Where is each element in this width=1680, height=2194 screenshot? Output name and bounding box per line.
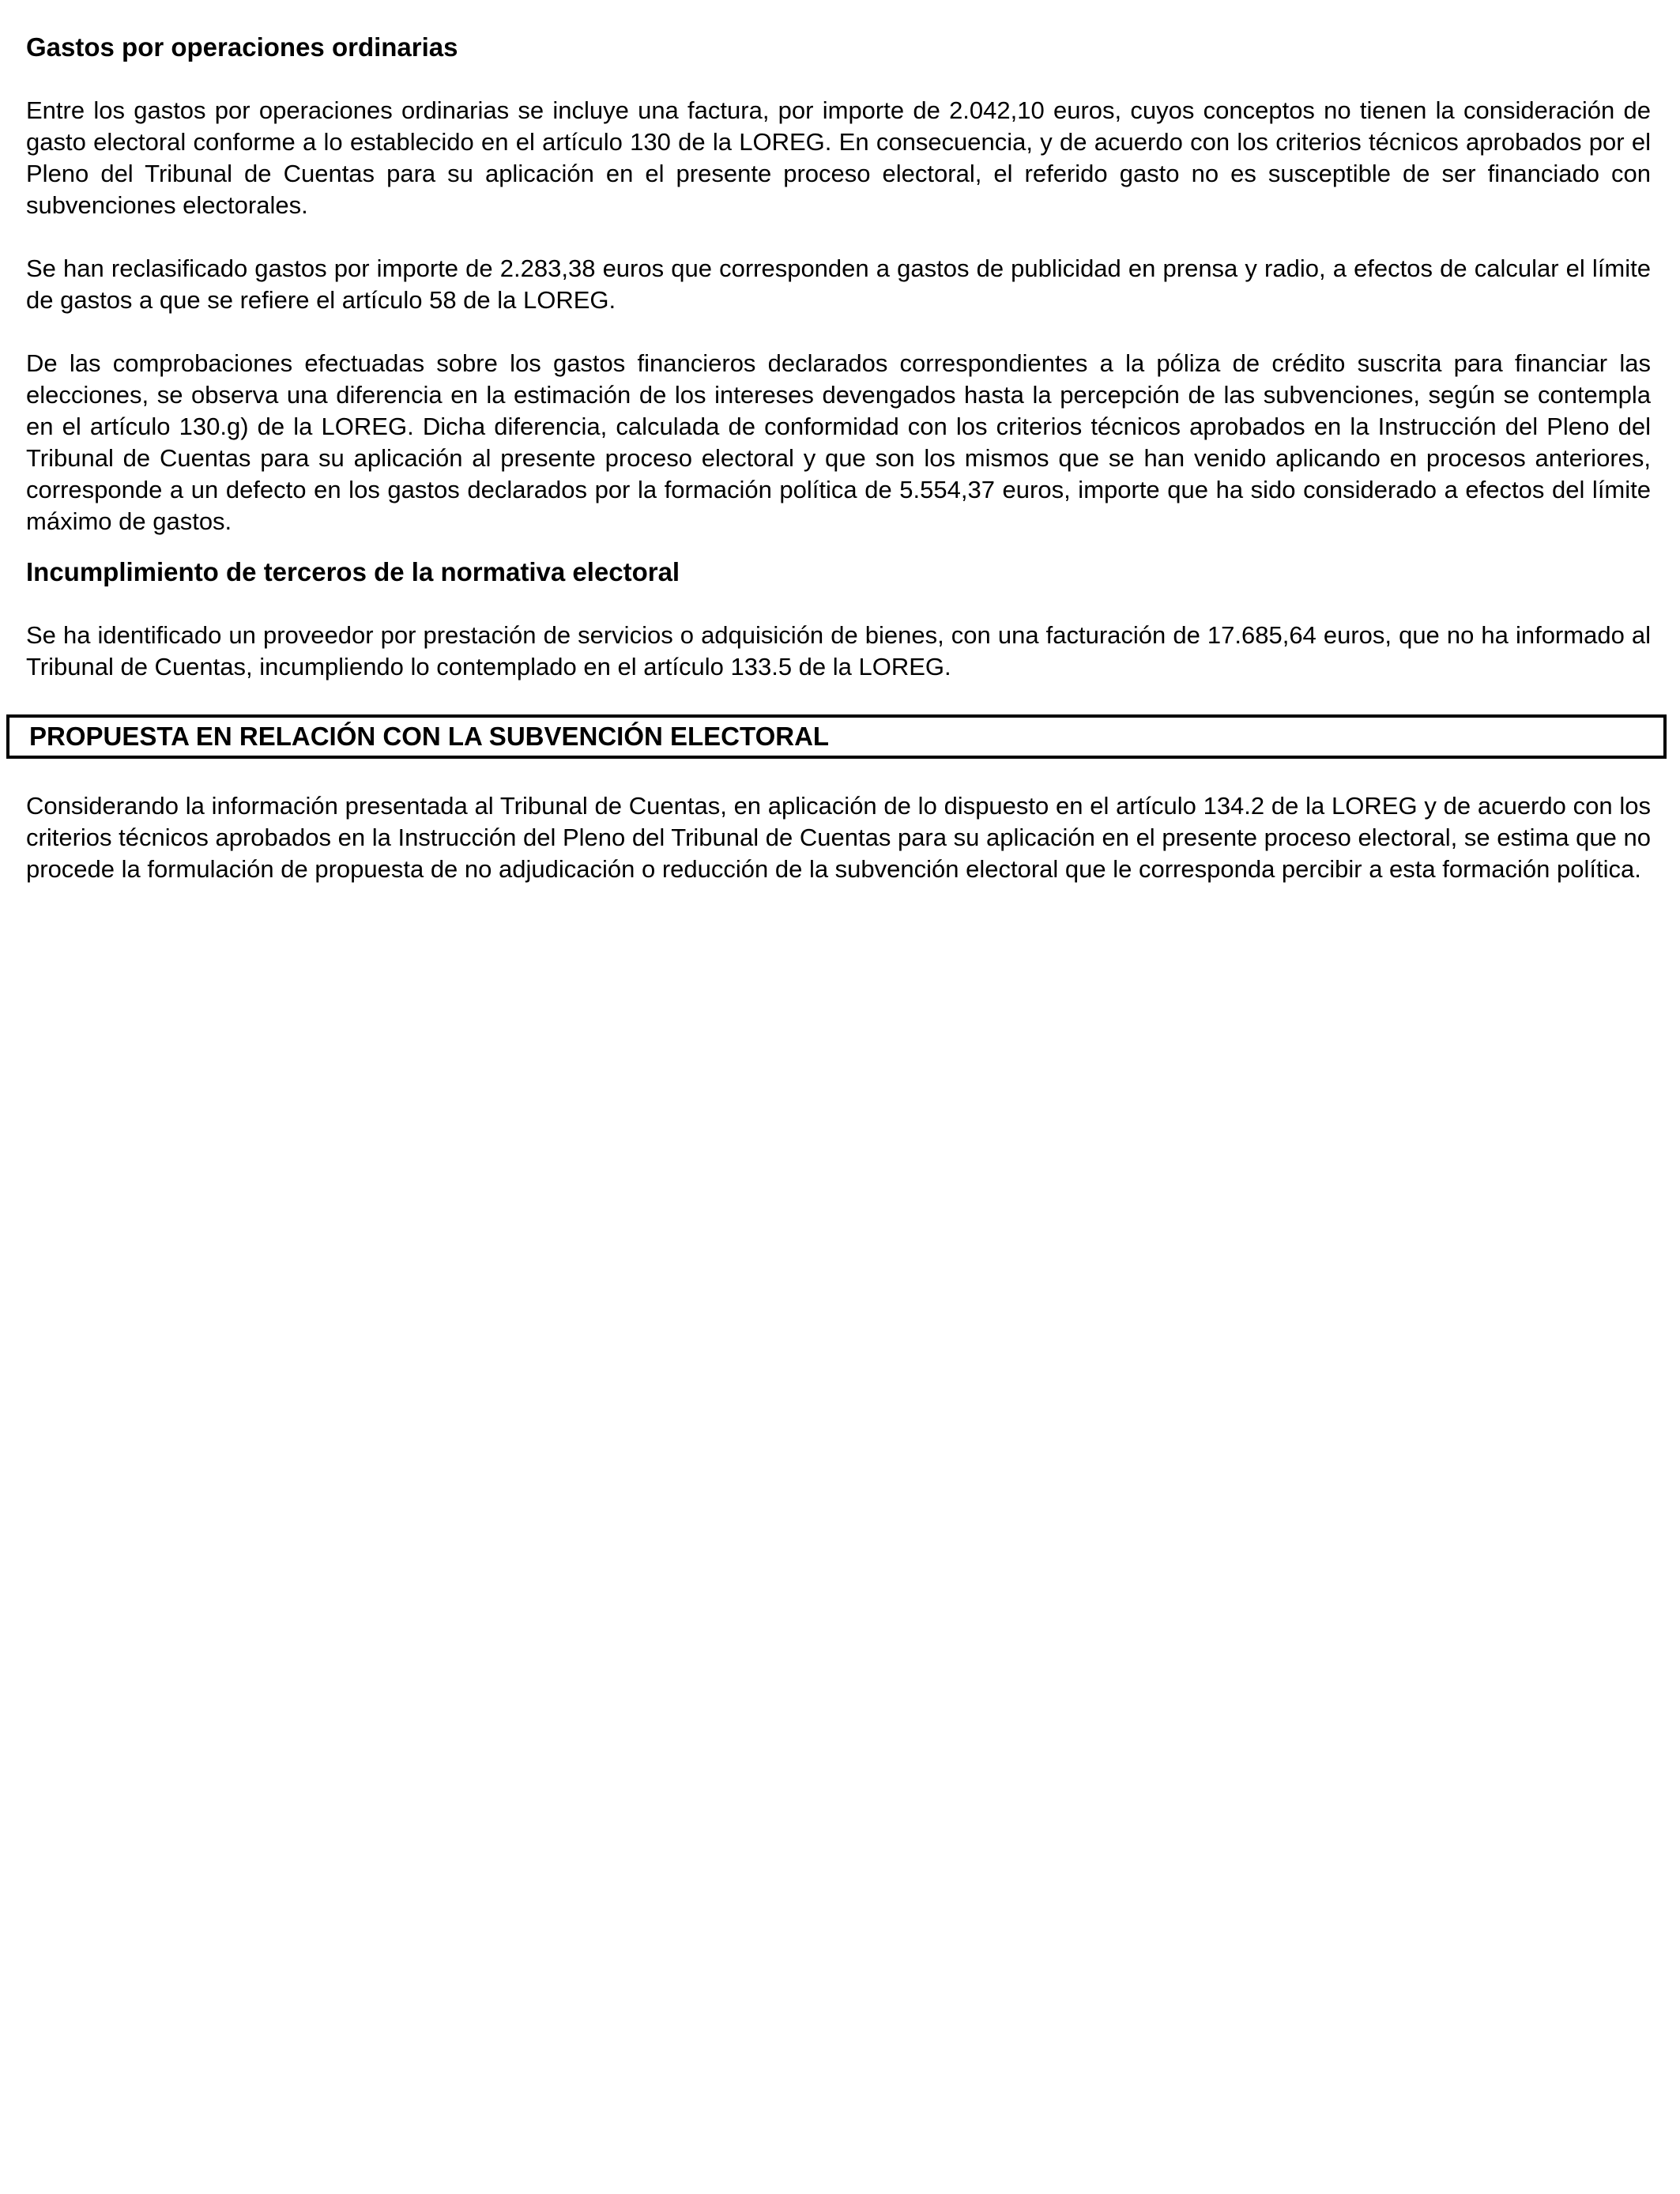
paragraph-gastos-financieros: De las comprobaciones efectuadas sobre los gastos financieros declarados correspondientes a la póliza de crédito suscrita para financiar las elecciones, se observa una diferencia en la estimación de los intereses devengados hasta la percepción de las subvenciones, según se contempla en el artículo 130.g) de la LOREG. Dicha diferencia, calculada de conformidad con los criterios técnicos aprobados en la Instrucción del Pleno del Tribunal de Cuentas para su aplicación al presente proceso electoral y que son los mismos que se han venido aplicando en procesos anteriores, corresponde a un defecto en los gastos declarados por la formación política de 5.554,37 euros, importe que ha sido considerado a efectos del límite máximo de gastos. xyxy=(26,349,1651,535)
section-heading-incumplimiento: Incumplimiento de terceros de la normativa electoral xyxy=(26,557,680,586)
paragraph-reclasificacion: Se han reclasificado gastos por importe de 2.283,38 euros que corresponden a gastos de publicidad en prensa y radio, a efectos de calcular el límite de gastos a que se refiere el artículo 58 de la LOREG. xyxy=(26,254,1651,314)
section-heading-gastos-ordinarios: Gastos por operaciones ordinarias xyxy=(26,32,458,62)
paragraph-propuesta: Considerando la información presentada al Tribunal de Cuentas, en aplicación de lo dispuesto en el artículo 134.2 de la LOREG y de acuerdo con los criterios técnicos aprobados en la Instrucción del Pleno del Tribunal de Cuentas para su aplicación en el presente proceso electoral, se estima que no procede la formulación de propuesta de no adjudicación o reducción de la subvención electoral que le corresponda percibir a esta formación política. xyxy=(26,792,1651,883)
paragraph-factura: Entre los gastos por operaciones ordinarias se incluye una factura, por importe de 2.042,10 euros, cuyos conceptos no tienen la consideración de gasto electoral conforme a lo establecido en el artículo 130 de la LOREG. En consecuencia, y de acuerdo con los criterios técnicos aprobados por el Pleno del Tribunal de Cuentas para su aplicación en el presente proceso electoral, el referido gasto no es susceptible de ser financiado con subvenciones electorales. xyxy=(26,96,1651,219)
section-heading-propuesta: PROPUESTA EN RELACIÓN CON LA SUBVENCIÓN ELECTORAL xyxy=(6,714,1667,759)
document-page xyxy=(26,32,1651,885)
paragraph-proveedor: Se ha identificado un proveedor por prestación de servicios o adquisición de bienes, con una facturación de 17.685,64 euros, que no ha informado al Tribunal de Cuentas, incumpliendo lo contemplado en el artículo 133.5 de la LOREG. xyxy=(26,621,1651,680)
